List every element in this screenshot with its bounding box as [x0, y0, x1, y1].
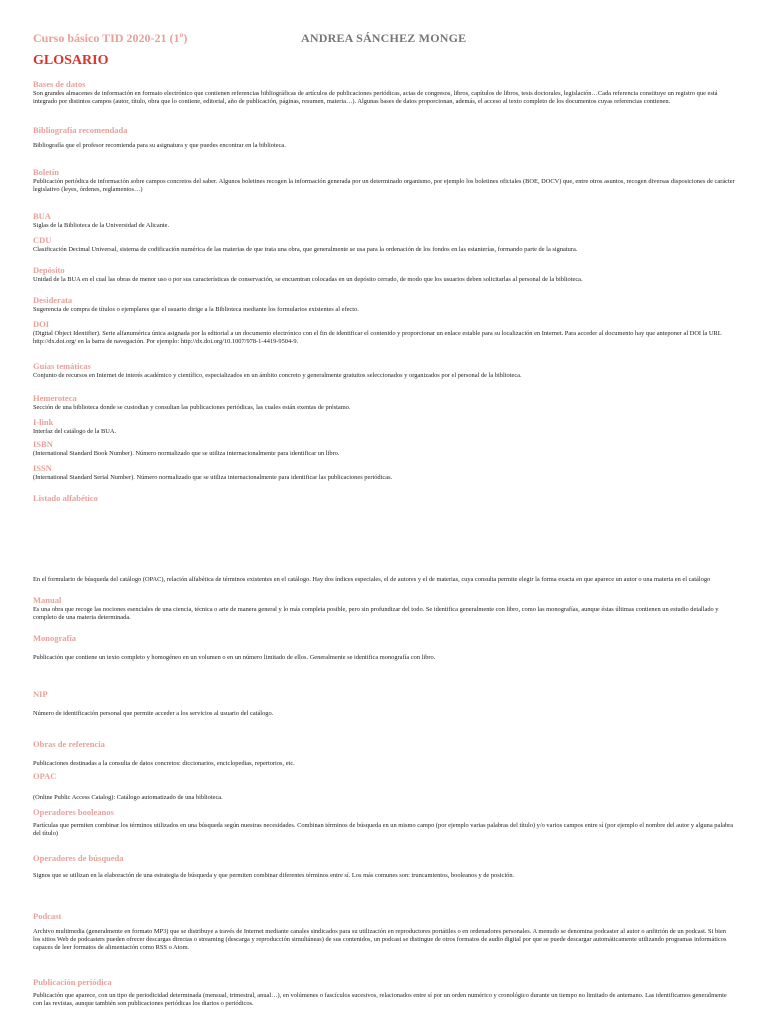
entry-term: OPAC [33, 771, 57, 781]
glossary-entry [33, 318, 735, 346]
glossary-entry [33, 632, 735, 662]
author-name: ANDREA SÁNCHEZ MONGE [301, 31, 467, 45]
entry-term: Desiderata [33, 295, 73, 305]
entry-definition: Clasificación Decimal Universal, sistema de codificación numérica de las materias de que trata una obra, que generalmente se usa para la ordenación de los fondos en las estanterías, formando parte de la signatura. [33, 246, 578, 253]
entry-definition: Publicaciones destinadas a la consulta de datos concretos: diccionarios, enciclopedias, repertorios, etc. [33, 760, 295, 767]
entry-definition: Sección de una biblioteca donde se custodian y consultan las publicaciones periódicas, las cuales están exentas de préstamo. [33, 404, 351, 411]
glossary-entry [33, 770, 735, 802]
entry-term: Bases de datos [33, 79, 86, 89]
entry-term: Listado alfabético [33, 493, 98, 503]
entry-term: CDU [33, 235, 52, 245]
glossary-entry [33, 462, 453, 482]
glossary-entry [33, 392, 735, 412]
entry-term: Obras de referencia [33, 739, 105, 749]
entry-term: I-link [33, 417, 54, 427]
course-title: Curso básico TID 2020-21 (1º) [33, 31, 188, 45]
entry-term: Operadores de búsqueda [33, 853, 124, 863]
entry-term: DOI [33, 319, 50, 329]
entry-term: ISSN [33, 463, 52, 473]
entry-definition: Publicación que contiene un texto completo y homogéneo en un volumen o en un número limitado de ellos. Generalmente se identifica monografía con libro. [33, 654, 436, 661]
entry-term: Podcast [33, 911, 62, 921]
entry-term: Operadores booleanos [33, 807, 114, 817]
glossary-entry [33, 976, 735, 1008]
glossary-entry [33, 492, 735, 584]
glossary-entry [33, 78, 735, 106]
entry-definition: (International Standard Serial Number). Número normalizado que se utiliza internacionalmente para identificar las publicaciones periódicas. [33, 474, 393, 481]
glossary-entry [33, 294, 735, 314]
entry-term: Monografía [33, 633, 76, 643]
entry-term: Guías temáticas [33, 361, 91, 371]
entry-term: Hemeroteca [33, 393, 77, 403]
entry-term: NIP [33, 689, 48, 699]
entry-term: ISBN [33, 439, 53, 449]
entry-definition: Publicación que aparece, con un tipo de periodicidad determinada (mensual, trimestral, anual…), en volúmenes o fascículos sucesivos, relacionados entre sí por un orden numérico y cronológico durante un tiempo no limitado de antemano. Las identificamos generalmente con las revistas, aunque también son publicaciones periódicas los diarios o periódicos. [33, 992, 727, 1008]
glossary-entry [33, 210, 735, 230]
glossary-entry [33, 124, 735, 150]
entry-definition: Siglas de la Biblioteca de la Universidad de Alicante. [33, 222, 170, 229]
entry-definition: Bibliografía que el profesor recomienda para su asignatura y que puedes encontrar en la biblioteca. [33, 142, 286, 149]
glossary-entry [33, 852, 735, 880]
entry-definition: Número de identificación personal que permite acceder a los servicios al usuario del catálogo. [33, 710, 274, 717]
entry-definition: Publicación periódica de información sobre campos concretos del saber. Algunos boletines recogen la información generada por un determinado organismo, por ejemplo los boletines oficiales (BOE, DOCV) que, entre otros asuntos, recogen diversas disposiciones de carácter legislativo (leyes, órdenes, reglamentos…) [33, 178, 735, 194]
entry-definition: Partículas que permiten combinar los términos utilizados en una búsqueda según nuestras necesidades. Combinan términos de búsqueda en un mismo campo (por ejemplo varias palabras del título) y/o varios campos entre sí (por ejemplo el nombre del autor y alguna palabra del título) [33, 822, 734, 838]
page-title: GLOSARIO [33, 53, 109, 68]
entry-term: Manual [33, 595, 62, 605]
entry-definition: Unidad de la BUA en el cual las obras de menor uso o por sus características de conservación, se encuentran colocadas en un depósito cerrado, de modo que los usuarios deben solicitarlas al personal de la biblioteca. [33, 276, 583, 283]
glossary-entry [33, 416, 735, 436]
glossary-entry [33, 360, 735, 380]
entry-term: Boletín [33, 167, 59, 177]
entry-term: Bibliografía recomendada [33, 125, 128, 135]
entry-definition: (International Standard Book Number). Número normalizado que se utiliza internacionalmente para identificar un libro. [33, 450, 340, 457]
glossary-entry [33, 910, 735, 953]
entry-definition: Interfaz del catálogo de la BUA. [33, 428, 117, 435]
entry-term: Depósito [33, 265, 65, 275]
glossary-entry [33, 806, 735, 838]
glossary-entry [33, 234, 735, 254]
glossary-entry [33, 264, 735, 284]
entry-definition: Es una obra que recoge las nociones esenciales de una ciencia, técnica o arte de manera general y lo más completa posible, pero sin profundizar del todo. Se identifica generalmente con libro, como las monografías, aunque éstas últimas contienen un estudio detallado y completo de una materia determinada. [33, 606, 719, 622]
entry-definition: En el formulario de búsqueda del catálogo (OPAC), relación alfabética de términos existentes en el catálogo. Hay dos índices especiales, el de autores y el de materias, cuya consulta permite elegir la forma exacta en que aparece un autor o una materia en el catálogo [33, 576, 711, 583]
entry-term: Publicación periódica [33, 977, 112, 987]
entry-definition: (Online Public Access Catalog): Catálogo automatizado de una biblioteca. [33, 794, 223, 801]
entry-definition: (Digital Object Identifier). Serie alfanumérica única asignada por la editorial a un documento electrónico con el fin de identificar el contenido y proporcionar un enlace estable para su localización en Internet. Para acceder al documento hay que anteponer al DOI la URL http://dx.doi.org/ en la barra de navegación. Por ejemplo: http://dx.doi.org/10.1007/978-1-4419-9504-9. [33, 330, 722, 346]
entry-term: BUA [33, 211, 51, 221]
entry-definition: Signos que se utilizan en la elaboración de una estrategia de búsqueda y que permiten combinar diferentes términos entre sí. Los más comunes son: truncamientos, booleanos y de posición. [33, 872, 515, 879]
entry-definition: Conjunto de recursos en Internet de interés académico y científico, especializados en un ámbito concreto y generalmente gratuitos seleccionados y organizados por el personal de la biblioteca. [33, 372, 522, 379]
glossary-entry [33, 438, 735, 458]
entry-definition: Son grandes almacenes de información en formato electrónico que contienen referencias bibliográficas de artículos de publicaciones periódicas, actas de congresos, libros, capítulos de libros, tesis doctorales, legislación…Cada referencia constituye un registro que está integrado por distintos campos (autor, título, obra que lo contiene, editorial, año de publicación, páginas, resumen, materia…). Algunas bases de datos proporcionan, además, el acceso al texto completo de los documentos cuyas referencias contienen. [33, 90, 718, 106]
glossary-entry [33, 594, 735, 622]
entry-definition: Archivo multimedia (generalmente en formato MP3) que se distribuye a través de Internet mediante canales sindicados para su utilización en reproductores portátiles o en ordenadores personales. A menudo se denomina podcaster al autor o anfitrión de un podcast. Si bien los sitios Web de podcasters pueden ofrecer descargas directas o streaming (descarga y reproducción simultáneas) de sus contenidos, un podcast se distingue de otros formatos de audio digital por que se puede descargar automáticamente utilizando programas informáticos capaces de leer formatos de alimentación como RSS o Atom. [33, 928, 727, 952]
entry-definition: Sugerencia de compra de títulos o ejemplares que el usuario dirige a la Biblioteca mediante los formularios existentes al efecto. [33, 306, 359, 313]
glossary-entry [33, 166, 735, 194]
glossary-entry [33, 738, 735, 768]
page-header [33, 31, 735, 51]
glossary-entry [33, 688, 735, 718]
